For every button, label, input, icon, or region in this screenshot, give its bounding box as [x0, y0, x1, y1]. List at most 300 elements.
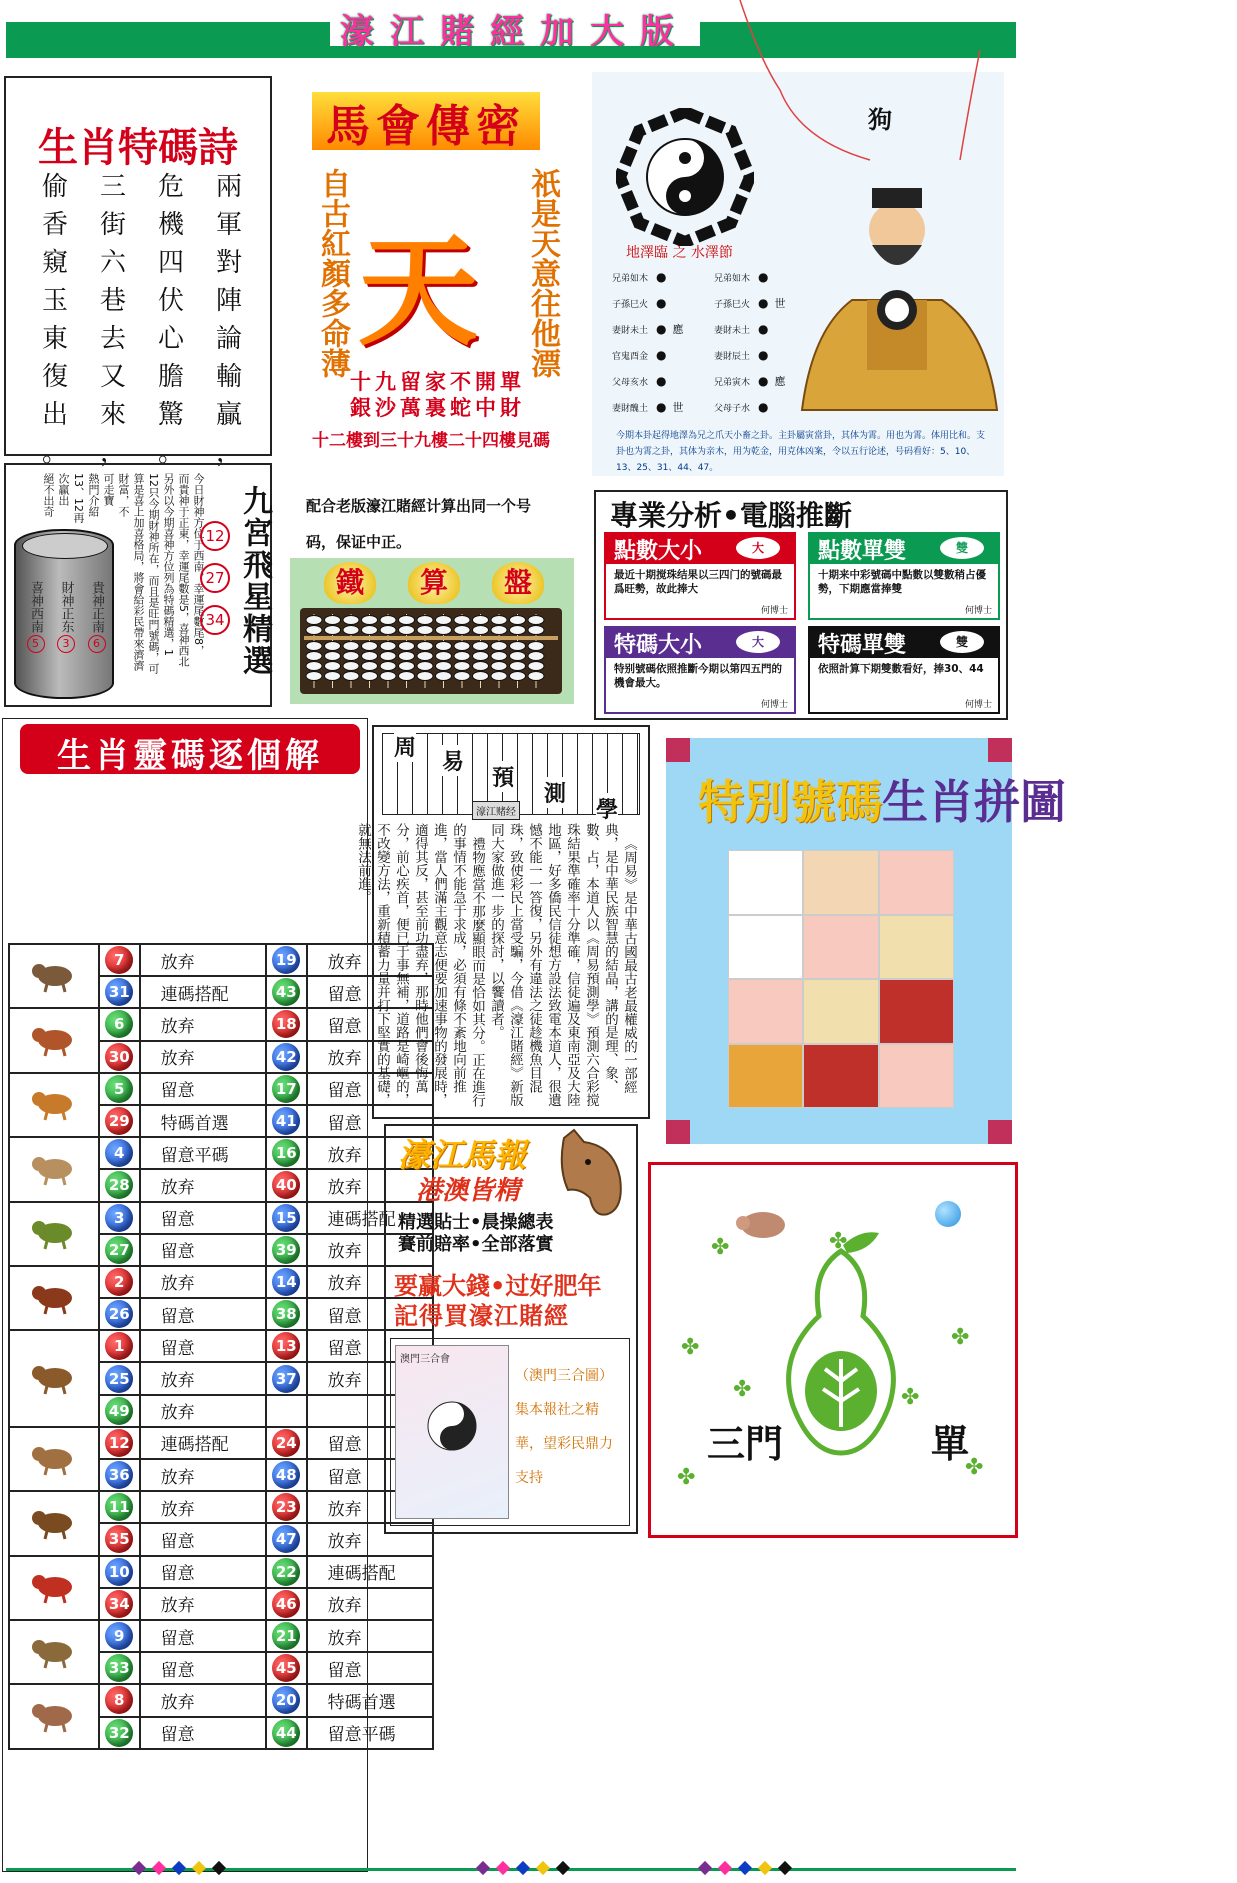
- poem-char: 去: [99, 324, 126, 354]
- rooster-icon: [29, 1565, 79, 1605]
- table-row: [9, 1556, 433, 1588]
- advice-cell: [140, 1041, 266, 1073]
- abacus-icon: [300, 608, 562, 694]
- abacus-bead: [417, 626, 433, 635]
- puzzle-piece: [728, 850, 803, 915]
- poem-char: 巷: [99, 286, 126, 316]
- puzzle-title: [698, 766, 1066, 832]
- abacus-bead: [528, 616, 544, 625]
- bagua-line-label: 父母亥水: [612, 378, 649, 388]
- abacus-bead: [436, 662, 452, 671]
- animal-cell: [9, 1556, 99, 1620]
- advice-text: 留意: [327, 1113, 362, 1134]
- advice-text: 連碼搭配: [327, 1210, 396, 1231]
- poem-char: ，: [99, 438, 126, 468]
- puzzle-piece: [879, 1044, 954, 1109]
- abacus-bead: [473, 662, 489, 671]
- dog-icon: [29, 1630, 79, 1670]
- diamond-decoration: [556, 1861, 570, 1875]
- number-cell: [99, 1330, 140, 1362]
- number-ball: 1: [105, 1332, 133, 1360]
- advice-cell: [140, 1202, 266, 1234]
- analysis-box: [604, 532, 796, 620]
- number-cell: [99, 1620, 140, 1652]
- number-cell: [266, 944, 307, 976]
- advice-text: 放弃: [160, 1274, 195, 1295]
- nine-palace-line: 財富，不: [117, 473, 130, 517]
- number-ball: 37: [272, 1365, 300, 1393]
- diamond-decoration: [476, 1861, 490, 1875]
- poem-char: 來: [99, 400, 126, 430]
- advice-text: 放弃: [160, 1467, 195, 1488]
- clover-icon: ✤: [711, 1235, 730, 1260]
- monkey-icon: [29, 1501, 79, 1541]
- ad-logo: 濠江馬報: [398, 1136, 527, 1174]
- abacus-bead: [325, 642, 341, 651]
- table-row: [9, 1684, 433, 1716]
- advice-text: 留意: [160, 1081, 195, 1102]
- bagua-yao-mark: ●: [758, 374, 769, 388]
- puzzle-piece: [728, 979, 803, 1044]
- dragon-icon: [29, 1211, 79, 1251]
- diamond-decoration: [718, 1861, 732, 1875]
- bagua-yao-mark: ●: [758, 322, 769, 336]
- advice-text: 留意: [160, 1660, 195, 1681]
- advice-text: 放弃: [327, 1274, 362, 1295]
- analysis-box: [604, 626, 796, 714]
- nine-palace-line: 可走寶: [102, 473, 115, 506]
- nine-palace-line: 熱門介紹: [87, 473, 100, 517]
- bagua-line-label: 妻財未土: [612, 326, 649, 336]
- number-cell: [99, 1202, 140, 1234]
- bagua-line-label: 妻財辰土: [714, 352, 751, 362]
- number-ball: 3: [105, 1204, 133, 1232]
- number-ball: 32: [105, 1719, 133, 1747]
- number-cell: [266, 1427, 307, 1459]
- analysis-box-sign: 何博士: [964, 606, 992, 616]
- poem-char: 伏: [157, 286, 184, 316]
- number-cell: [99, 944, 140, 976]
- number-ball: 7: [105, 946, 133, 974]
- number-ball: 23: [272, 1493, 300, 1521]
- number-cell: [266, 1652, 307, 1684]
- poem-char: 東: [42, 324, 69, 354]
- abacus-bead: [510, 662, 526, 671]
- abacus-bead: [417, 662, 433, 671]
- blue-ball-icon: [935, 1201, 961, 1227]
- number-cell: [99, 1491, 140, 1523]
- poem-char: 軍: [215, 210, 242, 240]
- advice-cell: [307, 1684, 433, 1716]
- abacus-bead: [343, 642, 359, 651]
- ad-inner-box: [390, 1338, 630, 1526]
- number-cell: [266, 1717, 307, 1749]
- bagua-line-label: 父母子水: [714, 404, 751, 414]
- mahui-line1: 十九留家不開單: [350, 369, 525, 394]
- diamond-decoration: [698, 1861, 712, 1875]
- number-cell: [266, 1008, 307, 1040]
- bagua-animal: 狗: [868, 106, 892, 134]
- diamond-decoration: [496, 1861, 510, 1875]
- analysis-box-text: 最近十期搅珠结果以三四门的號碼最爲旺勢，故此捧大: [614, 569, 782, 595]
- poem-char: 膽: [157, 362, 184, 392]
- number-cell: [266, 1137, 307, 1169]
- pig-icon: [735, 1203, 789, 1243]
- abacus-bead: [491, 652, 507, 661]
- advice-cell: [140, 1330, 266, 1362]
- poem-char: 驚: [157, 400, 184, 430]
- circled-number: 34: [200, 605, 230, 635]
- abacus-bead: [325, 652, 341, 661]
- abacus-bead: [306, 626, 322, 635]
- bagua-line-label: 妻財醜土: [612, 404, 649, 414]
- abacus-bead: [528, 626, 544, 635]
- diamond-decoration: [758, 1861, 772, 1875]
- advice-cell: [140, 1717, 266, 1749]
- advice-text: 放弃: [160, 1596, 195, 1617]
- number-cell: [99, 1266, 140, 1298]
- poem-column: [157, 168, 184, 468]
- abacus-bead: [380, 662, 396, 671]
- number-ball: 40: [272, 1171, 300, 1199]
- abacus-bead: [306, 652, 322, 661]
- bagua-mark: 世: [672, 401, 684, 414]
- analysis-badge: 雙: [940, 631, 984, 653]
- animal-cell: [9, 1620, 99, 1684]
- cylinder-label: 財神正东: [58, 581, 74, 633]
- puzzle-piece: [803, 850, 878, 915]
- puzzle-piece: [879, 915, 954, 980]
- sanmen-panel: [648, 1162, 1018, 1538]
- abacus-bead: [491, 662, 507, 671]
- analysis-box-text: 十期来中彩號碼中點數以雙數稍占優勢，下期應當捧雙: [818, 569, 986, 595]
- number-ball: 11: [105, 1493, 133, 1521]
- puzzle-title-part1: 特別號碼: [698, 775, 882, 829]
- bagua-line: [612, 316, 722, 342]
- animal-cell: [9, 1266, 99, 1330]
- advice-text: 留意: [160, 1210, 195, 1231]
- analysis-box-text: 特别號碼依照推斷今期以第四五門的機會最大。: [614, 663, 782, 689]
- animal-cell: [9, 1330, 99, 1427]
- ad-line2: 賽前賠率•全部落實: [398, 1234, 554, 1255]
- advice-text: 放弃: [327, 1499, 362, 1520]
- advice-text: 特碼首選: [160, 1113, 229, 1134]
- abacus-bead: [491, 642, 507, 651]
- number-ball: 6: [105, 1010, 133, 1038]
- advice-cell: [140, 1169, 266, 1201]
- poem-char: 出: [42, 400, 69, 430]
- zhouyi-body: [355, 823, 638, 1109]
- poem-char: 輸: [215, 362, 242, 392]
- number-cell: [266, 1523, 307, 1555]
- number-cell: [99, 1652, 140, 1684]
- abacus-bead: [454, 662, 470, 671]
- advice-cell: [140, 1620, 266, 1652]
- number-cell: [266, 1105, 307, 1137]
- number-ball: 24: [272, 1429, 300, 1457]
- poem-char: 贏: [215, 400, 242, 430]
- poem-column: [99, 168, 126, 468]
- abacus-bead: [491, 626, 507, 635]
- animal-cell: [9, 1491, 99, 1555]
- bagua-yao-mark: ●: [656, 400, 667, 414]
- advice-cell: [140, 1234, 266, 1266]
- number-cell: [99, 1395, 140, 1427]
- abacus-panel: [290, 558, 574, 704]
- abacus-bead: [454, 672, 470, 681]
- advice-cell: [140, 1266, 266, 1298]
- diamond-decoration: [172, 1861, 186, 1875]
- advice-text: 留意: [327, 1467, 362, 1488]
- ad-thumb-title: 澳門三合會: [400, 1354, 450, 1365]
- abacus-bead: [454, 652, 470, 661]
- abacus-bead: [325, 672, 341, 681]
- sanmen-left: 三門: [707, 1422, 784, 1466]
- number-cell: [266, 1330, 307, 1362]
- table-row: [9, 1266, 433, 1298]
- abacus-bead: [510, 672, 526, 681]
- nine-palace-line: 12只今期財神所在，而且是旺門號碼，可: [147, 473, 160, 674]
- nine-palace-line: 次贏出: [57, 473, 70, 506]
- clover-icon: ✤: [733, 1377, 752, 1402]
- clover-icon: ✤: [965, 1455, 984, 1480]
- bagua-line-label: 兄弟寅木: [714, 378, 751, 388]
- number-ball: 21: [272, 1622, 300, 1650]
- poem-char: 兩: [215, 172, 242, 202]
- advice-text: 留意平碼: [160, 1145, 229, 1166]
- zhouyi-title-char: 易: [442, 745, 464, 776]
- puzzle-piece: [803, 979, 878, 1044]
- analysis-badge: 雙: [940, 537, 984, 559]
- abacus-bead: [380, 616, 396, 625]
- ox-icon: [29, 1018, 79, 1058]
- abacus-bead: [362, 616, 378, 625]
- abacus-bead: [473, 642, 489, 651]
- advice-text: 留意: [160, 1531, 195, 1552]
- horse-head-icon: [554, 1128, 628, 1218]
- abacus-bead: [306, 672, 322, 681]
- diamond-decoration: [778, 1861, 792, 1875]
- abacus-bead: [417, 672, 433, 681]
- ad-red1: 要赢大錢•过好肥年: [394, 1272, 602, 1300]
- cylinder-number: 5: [27, 635, 45, 653]
- poem-char: 六: [99, 248, 126, 278]
- table-row: [9, 1137, 433, 1169]
- number-ball: 17: [272, 1075, 300, 1103]
- clover-icon: ✤: [681, 1335, 700, 1360]
- number-ball: 4: [105, 1139, 133, 1167]
- mahui-left-phrase: 自古紅顏多命薄: [315, 168, 350, 378]
- advice-cell: [140, 1105, 266, 1137]
- abacus-bead: [399, 642, 415, 651]
- nine-palace-line: 另外以今期喜神方位列為特碼精選，1: [162, 473, 175, 656]
- bagua-left-lines: [612, 264, 722, 420]
- nine-palace-circles: [200, 521, 228, 647]
- poem-char: 窺: [42, 248, 69, 278]
- abacus-bead: [454, 616, 470, 625]
- advice-text: 留意: [160, 1306, 195, 1327]
- abacus-bead: [528, 642, 544, 651]
- poem-char: 復: [42, 362, 69, 392]
- rabbit-icon: [29, 1147, 79, 1187]
- diamond-decoration: [516, 1861, 530, 1875]
- number-ball: 35: [105, 1525, 133, 1553]
- analysis-box-title: 特碼大小: [614, 633, 703, 658]
- ad-line1: 精選貼士•晨操總表: [398, 1212, 554, 1233]
- zhouyi-title-char: 周: [394, 731, 416, 762]
- bagua-line: [612, 264, 722, 290]
- nine-palace-line: 13、12再: [72, 473, 85, 523]
- number-ball: 13: [272, 1332, 300, 1360]
- number-cell: [266, 1073, 307, 1105]
- bagua-mark: 應: [774, 375, 786, 388]
- poem-title: 生肖特碼詩: [38, 125, 238, 171]
- advice-text: 連碼搭配: [160, 1435, 229, 1456]
- poem-char: 論: [215, 324, 242, 354]
- advice-text: 放弃: [160, 1499, 195, 1520]
- advice-cell: [140, 1523, 266, 1555]
- advice-text: 連碼搭配: [160, 984, 229, 1005]
- bagua-mark: 應: [672, 323, 684, 336]
- bagua-mark: 世: [774, 297, 786, 310]
- number-cell: [266, 1395, 307, 1427]
- number-ball: 29: [105, 1107, 133, 1135]
- advice-text: 放弃: [327, 1628, 362, 1649]
- number-cell: [99, 976, 140, 1008]
- mahui-center-char: 天: [358, 221, 478, 362]
- number-cell: [99, 1427, 140, 1459]
- advice-cell: [307, 1652, 433, 1684]
- number-ball: 31: [105, 978, 133, 1006]
- bagua-line: [612, 342, 722, 368]
- number-cell: [266, 1491, 307, 1523]
- poem-char: 偷: [42, 172, 69, 202]
- bagua-yao-mark: ●: [758, 348, 769, 362]
- advice-text: 放弃: [327, 1177, 362, 1198]
- number-ball: 2: [105, 1268, 133, 1296]
- advice-text: 放弃: [160, 1177, 195, 1198]
- abacus-bead: [306, 642, 322, 651]
- abacus-bead: [362, 662, 378, 671]
- number-ball: 10: [105, 1558, 133, 1586]
- analysis-panel: [594, 490, 1008, 720]
- advice-cell: [140, 1459, 266, 1491]
- table-row: [9, 1491, 433, 1523]
- animal-cell: [9, 1008, 99, 1072]
- abacus-bead: [417, 616, 433, 625]
- number-cell: [99, 1362, 140, 1394]
- advice-cell: [307, 1556, 433, 1588]
- animal-cell: [9, 944, 99, 1008]
- ad-panel: [384, 1124, 638, 1534]
- analysis-box-header: [606, 628, 794, 658]
- zhouyi-stamp: 濠江赌经: [472, 801, 520, 820]
- analysis-box-title: 點數大小: [614, 539, 703, 564]
- abacus-bead: [362, 672, 378, 681]
- bagua-line-label: 兄弟如木: [714, 274, 751, 284]
- abacus-bead: [399, 662, 415, 671]
- number-ball: 38: [272, 1300, 300, 1328]
- diamond-decoration: [212, 1861, 226, 1875]
- puzzle-piece: [728, 1044, 803, 1109]
- cylinder-column: [57, 581, 76, 691]
- diamond-decoration: [536, 1861, 550, 1875]
- number-cell: [266, 1459, 307, 1491]
- number-ball: 42: [272, 1043, 300, 1071]
- poem-char: 對: [215, 248, 242, 278]
- abacus-bead: [306, 662, 322, 671]
- abacus-bead: [510, 616, 526, 625]
- advice-text: 放弃: [327, 1371, 362, 1392]
- bagua-yao-mark: ●: [656, 374, 667, 388]
- abacus-bead: [325, 662, 341, 671]
- number-cell: [266, 1588, 307, 1620]
- number-cell: [99, 1169, 140, 1201]
- advice-text: 連碼搭配: [327, 1564, 396, 1585]
- number-ball: 16: [272, 1139, 300, 1167]
- puzzle-panel: [666, 738, 1066, 1144]
- analysis-box-header: [810, 628, 998, 658]
- advice-cell: [140, 1298, 266, 1330]
- advice-text: 留意平碼: [327, 1725, 396, 1746]
- number-ball: 41: [272, 1107, 300, 1135]
- diamond-decoration: [192, 1861, 206, 1875]
- puzzle-title-part2: 生肖拼圖: [882, 775, 1066, 829]
- number-cell: [99, 1105, 140, 1137]
- poem-char: 。: [157, 438, 184, 468]
- analysis-box-sign: 何博士: [964, 700, 992, 710]
- poem-grid: [42, 168, 242, 468]
- bagua-yao-mark: ●: [656, 322, 667, 336]
- abacus-bead: [528, 662, 544, 671]
- zhouyi-title-char: 學: [596, 793, 618, 824]
- number-ball: 25: [105, 1365, 133, 1393]
- number-cell: [266, 1041, 307, 1073]
- table-row: [9, 1427, 433, 1459]
- number-cell: [99, 1556, 140, 1588]
- abacus-bead: [473, 626, 489, 635]
- abacus-bead: [510, 652, 526, 661]
- abacus-bead: [436, 672, 452, 681]
- number-ball: 27: [105, 1236, 133, 1264]
- number-ball: 28: [105, 1171, 133, 1199]
- advice-text: 留意: [327, 1016, 362, 1037]
- poem-char: 危: [157, 172, 184, 202]
- bagua-line: [612, 368, 722, 394]
- advice-cell: [140, 1073, 266, 1105]
- abacus-bead: [399, 672, 415, 681]
- advice-cell: [307, 1717, 433, 1749]
- abacus-bead: [491, 616, 507, 625]
- zhouyi-title-char: 預: [492, 761, 514, 792]
- number-ball: 43: [272, 978, 300, 1006]
- puzzle-piece: [803, 1044, 878, 1109]
- notice-text: 配合老版濠江賭經计算出同一个号码，保证中正。: [306, 497, 532, 551]
- number-ball: 34: [105, 1590, 133, 1618]
- advice-text: 放弃: [327, 1145, 362, 1166]
- analysis-box-header: [606, 534, 794, 564]
- abacus-bead: [436, 652, 452, 661]
- cylinder-number: 6: [88, 635, 106, 653]
- abacus-label: 盤: [492, 562, 544, 604]
- header-banner-title: 濠江賭經加大版: [340, 12, 690, 52]
- number-cell: [99, 1008, 140, 1040]
- advice-text: 留意: [327, 984, 362, 1005]
- advice-text: 留意: [160, 1628, 195, 1649]
- number-ball: 39: [272, 1236, 300, 1264]
- rat-icon: [29, 954, 79, 994]
- puzzle-piece: [728, 915, 803, 980]
